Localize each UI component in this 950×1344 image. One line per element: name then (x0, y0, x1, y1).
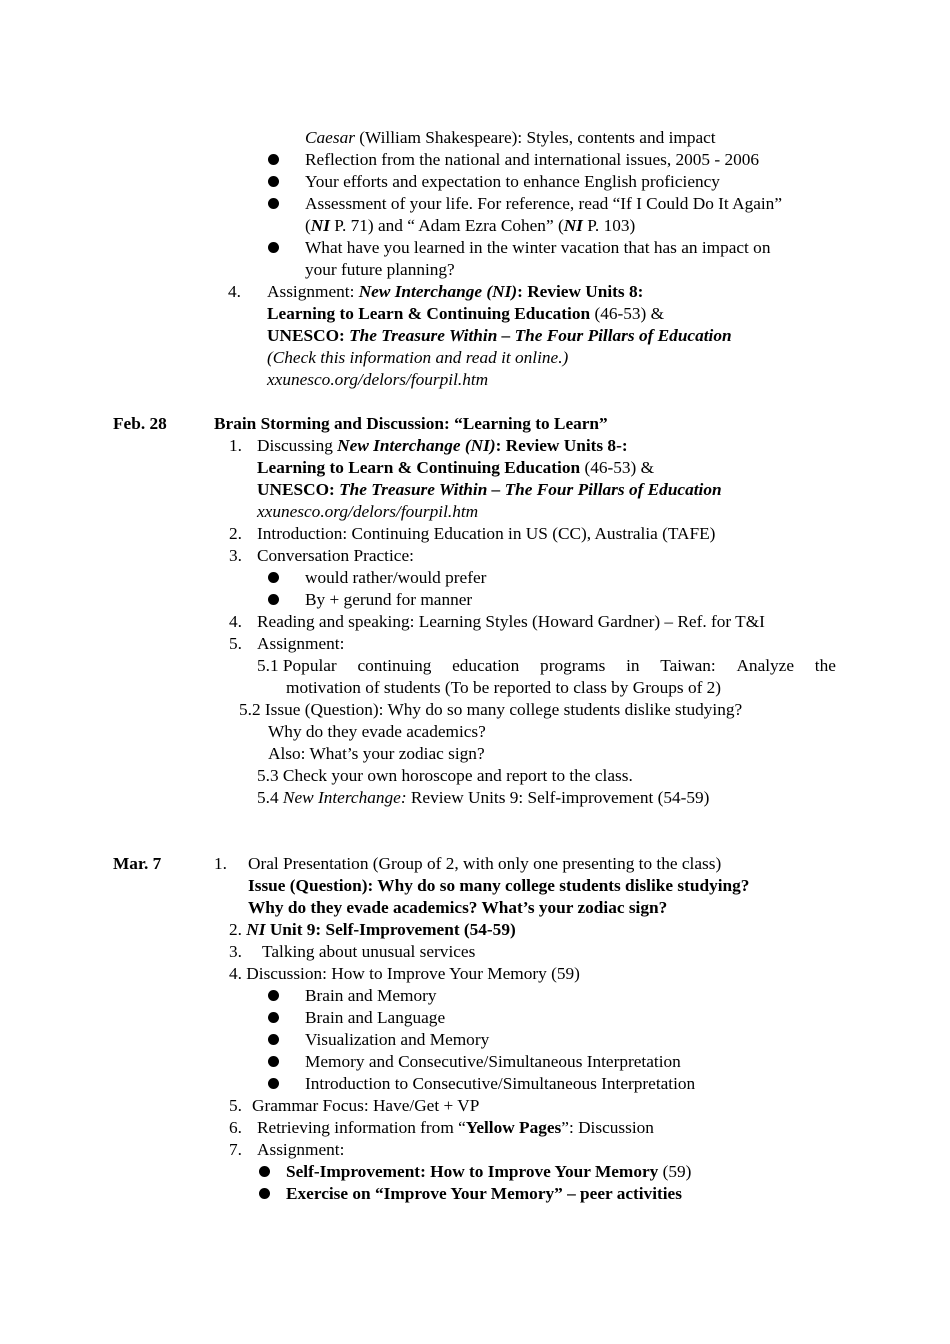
caesar-line (305, 127, 716, 149)
bullet-learned-cont: your future planning? (305, 260, 455, 279)
text-part: (59) (658, 1162, 692, 1181)
assignment-item: Assignment: (257, 1140, 345, 1159)
text-part: Assignment: (267, 282, 359, 301)
date-mar-7: Mar. 7 (113, 854, 162, 873)
bullet-icon (268, 1078, 279, 1089)
session-heading: Brain Storming and Discussion: “Learning to Learn” (214, 414, 608, 433)
subitem-5-2-zodiac: Also: What’s your zodiac sign? (268, 744, 485, 763)
memory-bullet: Memory and Consecutive/Simultaneous Interpretation (305, 1052, 681, 1071)
bullet-icon (268, 594, 279, 605)
word: the (814, 656, 836, 675)
unesco-title: The Treasure Within – The Four Pillars of Education (339, 480, 722, 499)
text-part: P. 103) (582, 216, 636, 235)
ni-title: New Interchange (NI) (358, 282, 518, 301)
assignment-bullet-exercise: Exercise on “Improve Your Memory” – peer activities (286, 1184, 682, 1203)
bullet-icon (268, 1012, 279, 1023)
bullet-icon (268, 198, 279, 209)
date-feb-28: Feb. 28 (113, 414, 167, 433)
bullet-assessment-cont (305, 215, 635, 237)
text-part: P. 71) and “ Adam Ezra Cohen” ( (329, 216, 564, 235)
ni-abbrev: NI (310, 216, 330, 235)
assignment-line (267, 281, 643, 303)
assignment-item: Assignment: (257, 634, 345, 653)
caesar-title: Caesar (305, 128, 355, 147)
subitem-5-1 (257, 655, 836, 677)
text-part: (46-53) & (590, 304, 665, 323)
subitem-5-1-cont: motivation of students (To be reported to class by Groups of 2) (286, 678, 722, 697)
bullet-would-rather: would rather/would prefer (305, 568, 487, 587)
conversation-item: Conversation Practice: (257, 546, 414, 565)
text-part: Review Units 9: Self-improvement (54-59) (406, 788, 710, 807)
assignment-line-2 (267, 303, 664, 325)
word: in (626, 656, 640, 675)
bullet-icon (268, 242, 279, 253)
unusual-services-item: Talking about unusual services (262, 942, 476, 961)
assignment-bullet-memory (286, 1161, 691, 1183)
unesco-title: The Treasure Within – The Four Pillars of Education (349, 326, 732, 345)
assignment-line-3 (267, 325, 732, 347)
word: Taiwan: (660, 656, 716, 675)
text-part: ( (305, 216, 311, 235)
text-part: Yellow Pages (465, 1118, 562, 1137)
text-part: Learning to Learn & Continuing Education (257, 458, 581, 477)
unit-9-item (229, 919, 516, 941)
memory-bullet: Brain and Memory (305, 986, 437, 1005)
grammar-item: Grammar Focus: Have/Get + VP (252, 1096, 480, 1115)
bullet-icon (268, 990, 279, 1001)
text-part: UNESCO: (257, 480, 340, 499)
text-part: Discussing (257, 436, 338, 455)
assignment-note: (Check this information and read it online.) (267, 348, 569, 367)
list-number: 3. (229, 942, 242, 961)
text-part: : Review Units 8: (517, 282, 644, 301)
word: Analyze (736, 656, 795, 675)
caesar-rest: (William Shakespeare): Styles, contents and impact (354, 128, 716, 147)
list-number: 7. (229, 1140, 242, 1159)
yellow-pages-item (257, 1117, 654, 1139)
text-part: (46-53) & (580, 458, 655, 477)
oral-issue: Issue (Question): Why do so many college students dislike studying? (248, 876, 750, 895)
memory-bullet: Visualization and Memory (305, 1030, 490, 1049)
oral-presentation-item: Oral Presentation (Group of 2, with only one presenting to the class) (248, 854, 722, 873)
list-number: 1. (229, 436, 242, 455)
subitem-5-3: 5.3 Check your own horoscope and report to the class. (257, 766, 633, 785)
text-part: What have you learned in the winter vacation that has an impact on (305, 238, 771, 257)
subitem-5-4 (257, 787, 709, 809)
text-part: UNESCO: (267, 326, 350, 345)
list-number: 5. (229, 634, 242, 653)
text-part: Unit 9: Self-Improvement (54-59) (265, 920, 516, 939)
ni-abbrev: NI (246, 920, 266, 939)
introduction-item: Introduction: Continuing Education in US (CC), Australia (TAFE) (257, 524, 716, 543)
bullet-icon (259, 1188, 270, 1199)
bullet-assessment: Assessment of your life. For reference, read “If I Could Do It Again” (305, 194, 782, 213)
list-number: 1. (214, 854, 227, 873)
text-part: 5.4 (257, 788, 283, 807)
bullet-icon (268, 1034, 279, 1045)
bullet-icon (259, 1166, 270, 1177)
bullet-icon (268, 1056, 279, 1067)
memory-bullet: Introduction to Consecutive/Simultaneous Interpretation (305, 1074, 696, 1093)
subitem-5-2: 5.2 Issue (Question): Why do so many college students dislike studying? (239, 700, 743, 719)
text-part: Retrieving information from “ (257, 1118, 466, 1137)
subitem-5-2-cont: Why do they evade academics? (268, 722, 486, 741)
list-number: 6. (229, 1118, 242, 1137)
bullet-reflection: Reflection from the national and international issues, 2005 - 2006 (305, 150, 760, 169)
memory-bullet: Brain and Language (305, 1008, 446, 1027)
unesco-url: xxunesco.org/delors/fourpil.htm (257, 502, 479, 521)
text-part: : Review Units 8-: (495, 436, 628, 455)
list-number: 2. (229, 524, 242, 543)
word: continuing (357, 656, 432, 675)
text-part: Learning to Learn & Continuing Education (267, 304, 591, 323)
text-part: Self-Improvement: How to Improve Your Memory (286, 1162, 659, 1181)
discussing-line (257, 435, 628, 457)
word: programs (540, 656, 606, 675)
text-part: 2. (229, 920, 247, 939)
word: education (452, 656, 520, 675)
ni-title: New Interchange (NI) (337, 436, 496, 455)
list-number: 5. (229, 1096, 242, 1115)
reading-item: Reading and speaking: Learning Styles (Howard Gardner) – Ref. for T&I (257, 612, 765, 631)
ni-title: New Interchange: (282, 788, 407, 807)
bullet-icon (268, 572, 279, 583)
memory-discussion-item: 4. Discussion: How to Improve Your Memory (59) (229, 964, 580, 983)
text-part: ”: Discussion (561, 1118, 654, 1137)
list-number: 4. (229, 612, 242, 631)
list-number: 3. (229, 546, 242, 565)
bullet-gerund: By + gerund for manner (305, 590, 473, 609)
bullet-icon (268, 154, 279, 165)
discussing-line-3 (257, 479, 722, 501)
ni-abbrev: NI (563, 216, 583, 235)
list-number: 4. (228, 282, 241, 301)
bullet-efforts: Your efforts and expectation to enhance English proficiency (305, 172, 720, 191)
bullet-icon (268, 176, 279, 187)
unesco-url: xxunesco.org/delors/fourpil.htm (267, 370, 489, 389)
oral-issue-cont: Why do they evade academics? What’s your zodiac sign? (248, 898, 668, 917)
bullet-learned (305, 237, 836, 259)
word: 5.1 Popular (257, 656, 337, 675)
discussing-line-2 (257, 457, 654, 479)
